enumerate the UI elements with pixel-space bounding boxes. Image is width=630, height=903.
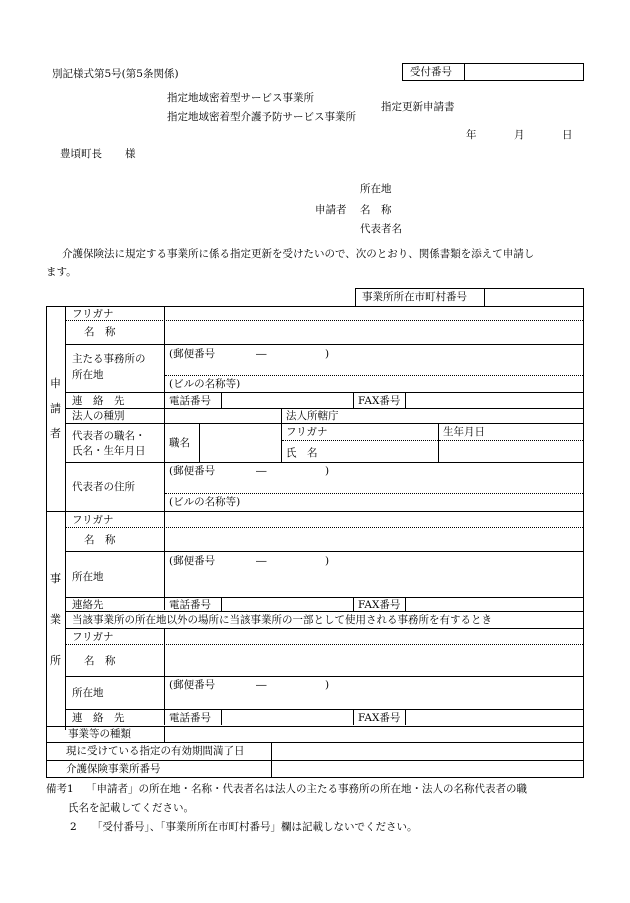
sub-office-postal-dash: ―	[256, 679, 267, 691]
note-1-line-2: 氏名を記載してください。	[68, 802, 194, 814]
office-postal: (郵便番号	[169, 555, 216, 567]
sub-office-location-label: 所在地	[72, 687, 104, 699]
municipality-number-field[interactable]	[485, 289, 581, 306]
validity-label: 現に受けている指定の有効期間満了日	[66, 745, 245, 757]
main-office-address-field[interactable]	[165, 360, 582, 374]
sub-office-furigana-field[interactable]	[165, 629, 582, 643]
rep-address-field[interactable]	[165, 478, 582, 492]
office-phone-label: 電話番号	[169, 599, 211, 611]
sub-office-fax-field[interactable]	[406, 710, 582, 725]
main-office-label-1: 主たる事務所の	[72, 353, 146, 365]
main-office-postal-dash: ―	[256, 348, 267, 360]
office-contact-label: 連絡先	[72, 599, 104, 611]
applicant-furigana-field[interactable]	[165, 307, 582, 320]
main-office-postal-close: )	[325, 348, 330, 360]
applicant-name-row-label: 名 称	[84, 326, 116, 338]
note-1-line-1: 「申請者」の所在地・名称・代表者名は法人の主たる事務所の所在地・法人の名称代表者の職	[86, 783, 527, 795]
date-month: 月	[514, 129, 525, 141]
rep-postal: (郵便番号	[169, 465, 216, 477]
applicant-vertical-2: 請	[50, 402, 61, 415]
rep-name-field[interactable]	[330, 441, 437, 461]
intro-line-2: ます。	[46, 266, 77, 278]
sub-office-postal-close: )	[325, 679, 330, 691]
office-name-label: 名 称	[84, 534, 116, 546]
main-office-label-2: 所在地	[72, 369, 104, 381]
title-suffix: 指定更新申請書	[381, 101, 455, 113]
rep-name-label: 氏 名	[286, 447, 318, 459]
office-name-field[interactable]	[165, 528, 582, 550]
service-type-field[interactable]	[165, 727, 582, 742]
receipt-number-field[interactable]	[465, 64, 581, 80]
rep-label-2: 氏名・生年月日	[72, 445, 146, 457]
applicant-fax-field[interactable]	[406, 393, 582, 408]
office-furigana-label: フリガナ	[72, 514, 114, 526]
sub-office-fax-label: FAX番号	[358, 712, 401, 724]
office-address-field[interactable]	[165, 570, 582, 596]
applicant-contact-label: 連 絡 先	[72, 395, 125, 407]
municipality-number-label: 事業所所在市町村番号	[362, 291, 467, 303]
office-fax-label: FAX番号	[358, 599, 401, 611]
applicant-vertical-1: 申	[50, 377, 61, 390]
note-1-label: 備考1	[46, 783, 74, 795]
corp-type-field[interactable]	[165, 409, 280, 423]
other-office-note: 当該事業所の所在地以外の場所に当該事業所の一部として使用される事務所を有するとき	[72, 614, 492, 626]
note-2-label: 2	[70, 821, 77, 833]
office-vertical-2: 業	[50, 613, 61, 626]
corp-office-label: 法人所轄庁	[286, 410, 339, 422]
applicant-name-label: 名 称	[360, 204, 392, 216]
note-2-text: 「受付番号」、「事業所所在市町村番号」欄は記載しないでください。	[92, 821, 418, 833]
receipt-number-box	[402, 63, 584, 81]
applicant-label: 申請者	[315, 204, 347, 216]
office-postal-dash: ―	[256, 555, 267, 567]
applicant-furigana-label: フリガナ	[72, 308, 114, 320]
rep-postal-dash: ―	[256, 465, 267, 477]
office-phone-field[interactable]	[222, 598, 352, 611]
title-line-2: 指定地域密着型介護予防サービス事業所	[167, 111, 356, 123]
rep-birth-field[interactable]	[439, 441, 582, 461]
intro-line-1: 介護保険法に規定する事業所に係る指定更新を受けたいので、次のとおり、関係書類を添えて申請し	[62, 248, 535, 260]
main-office-postal: (郵便番号	[169, 348, 216, 360]
applicant-phone-field[interactable]	[222, 393, 352, 408]
rep-building: (ビルの名称等)	[169, 496, 241, 508]
title-line-1: 指定地域密着型サービス事業所	[167, 92, 314, 104]
rep-birth-label: 生年月日	[443, 426, 485, 438]
applicant-fax-label: FAX番号	[358, 395, 401, 407]
validity-field[interactable]	[272, 743, 582, 760]
sub-office-phone-field[interactable]	[222, 710, 352, 725]
applicant-vertical-3: 者	[50, 427, 61, 440]
addressee: 豊頃町長	[60, 148, 102, 160]
date-year: 年	[466, 129, 477, 141]
sub-office-contact-label: 連 絡 先	[72, 712, 125, 724]
rep-position-field[interactable]	[200, 424, 280, 462]
applicant-name-field[interactable]	[165, 321, 582, 343]
office-furigana-field[interactable]	[165, 512, 582, 526]
applicant-representative-label: 代表者名	[360, 223, 402, 235]
office-vertical-3: 所	[50, 654, 61, 667]
rep-position-label: 職名	[169, 437, 190, 449]
sub-office-phone-label: 電話番号	[169, 712, 211, 724]
sub-office-name-label: 名 称	[84, 655, 116, 667]
office-location-label: 所在地	[72, 571, 104, 583]
office-fax-field[interactable]	[406, 598, 582, 611]
insurer-number-field[interactable]	[272, 761, 582, 777]
sub-office-postal: (郵便番号	[169, 679, 216, 691]
sub-office-name-field[interactable]	[165, 645, 582, 675]
applicant-address-label: 所在地	[360, 183, 392, 195]
main-office-building: (ビルの名称等)	[169, 378, 241, 390]
sub-office-address-field[interactable]	[165, 693, 582, 707]
form-number: 別記様式第5号(第5条関係)	[52, 68, 179, 80]
rep-postal-close: )	[325, 465, 330, 477]
service-type-label: 事業等の種類	[68, 728, 131, 740]
rep-address-label: 代表者の住所	[72, 481, 135, 493]
rep-furigana-label: フリガナ	[286, 426, 328, 438]
honorific: 様	[125, 148, 136, 160]
municipality-number-box	[355, 288, 584, 306]
insurer-number-label: 介護保険事業所番号	[66, 763, 161, 775]
office-vertical-1: 事	[50, 572, 61, 585]
applicant-phone-label: 電話番号	[169, 395, 211, 407]
rep-label-1: 代表者の職名・	[72, 430, 146, 442]
date-day: 日	[562, 129, 573, 141]
receipt-number-label: 受付番号	[410, 66, 452, 78]
office-postal-close: )	[325, 555, 330, 567]
sub-office-furigana-label: フリガナ	[72, 631, 114, 643]
corp-type-label: 法人の種別	[72, 410, 125, 422]
